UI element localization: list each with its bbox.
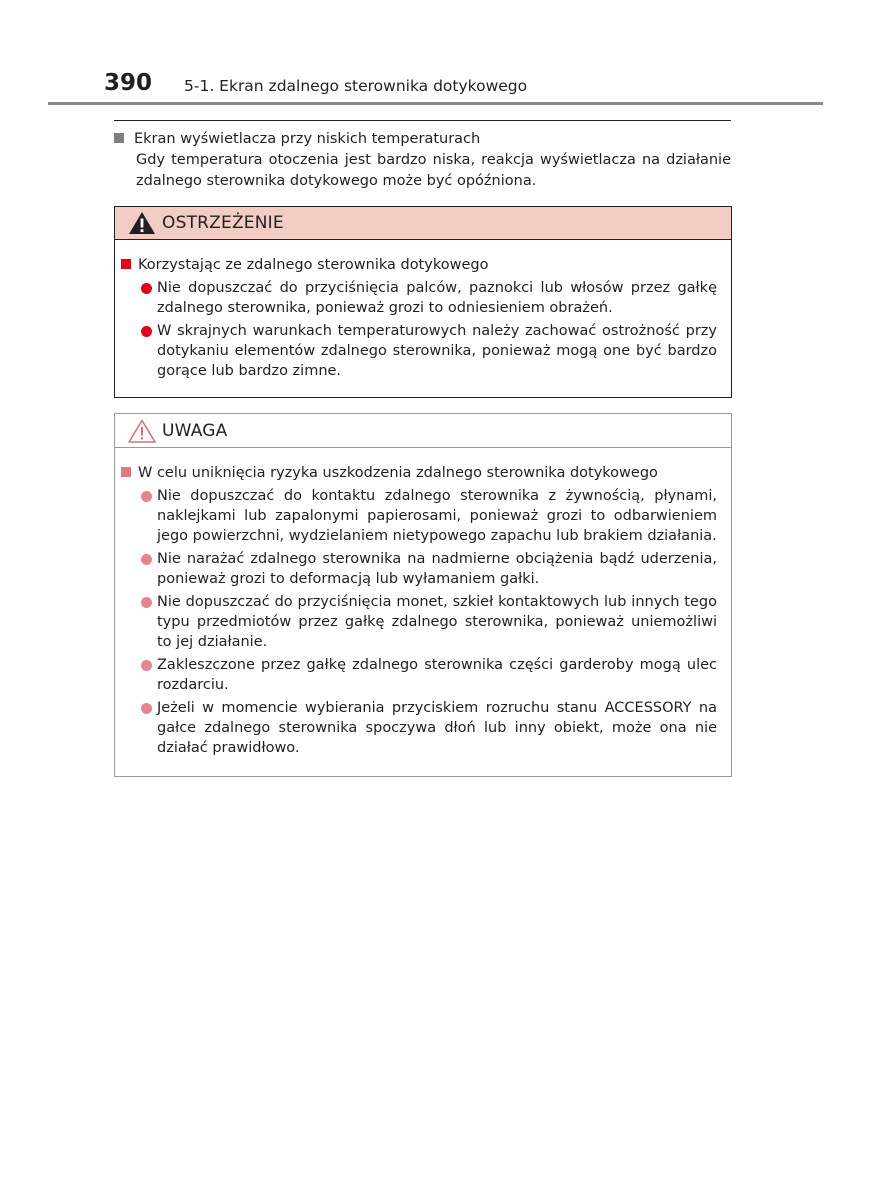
warning-label: OSTRZEŻENIE bbox=[162, 213, 284, 233]
list-item-text: W skrajnych warunkach temperaturowych należy zachować ostrożność przy dotykaniu elementów zdalnego sterownika, ponieważ mogą one być bardzo gorące lub bardzo zimne. bbox=[157, 323, 717, 379]
list-item-text: Nie dopuszczać do przyciśnięcia palców, paznokci lub włosów przez gałkę zdalnego sterownika, ponieważ grozi to odniesieniem obrażeń. bbox=[157, 280, 717, 316]
list-item-text: Zakleszczone przez gałkę zdalnego sterownika części garderoby mogą ulec rozdarciu. bbox=[157, 657, 717, 693]
section-divider bbox=[114, 120, 731, 121]
page-number: 390 bbox=[104, 70, 153, 96]
list-item bbox=[121, 592, 717, 652]
notice-heading bbox=[121, 462, 717, 484]
warning-box bbox=[114, 206, 732, 398]
notice-heading-text: W celu uniknięcia ryzyka uszkodzenia zdalnego sterownika dotykowego bbox=[138, 465, 658, 481]
bullet-dot-icon bbox=[141, 491, 152, 502]
chapter-title: 5-1. Ekran zdalnego sterownika dotykowego bbox=[184, 77, 528, 95]
list-item bbox=[121, 698, 717, 758]
notice-header bbox=[115, 414, 731, 448]
notice-list bbox=[121, 486, 717, 758]
list-item bbox=[121, 486, 717, 546]
section-body: Gdy temperatura otoczenia jest bardzo niska, reakcja wyświetlacza na działanie zdalnego sterownika dotykowego może być opóźniona. bbox=[136, 152, 731, 189]
list-item-text: Nie narażać zdalnego sterownika na nadmierne obciążenia bądź uderzenia, ponieważ grozi to deformacją lub wyłamaniem gałki. bbox=[157, 551, 717, 587]
bullet-dot-icon bbox=[141, 283, 152, 294]
warning-heading bbox=[121, 254, 717, 276]
list-item bbox=[121, 655, 717, 695]
list-item bbox=[121, 549, 717, 589]
caution-triangle-icon bbox=[127, 418, 157, 444]
header-divider bbox=[48, 102, 823, 105]
notice-content bbox=[115, 448, 731, 758]
bullet-dot-icon bbox=[141, 660, 152, 671]
warning-list bbox=[121, 278, 717, 381]
list-item-text: Nie dopuszczać do przyciśnięcia monet, szkieł kontaktowych lub innych tego typu przedmiotów przez gałkę zdalnego sterownika, ponieważ uniemożliwi to jej działanie. bbox=[157, 594, 717, 650]
warning-triangle-icon bbox=[127, 210, 157, 236]
warning-header bbox=[115, 207, 731, 240]
pink-square-icon bbox=[121, 467, 131, 477]
bullet-dot-icon bbox=[141, 554, 152, 565]
page-header bbox=[0, 0, 877, 106]
low-temperature-section bbox=[114, 128, 731, 192]
red-square-icon bbox=[121, 259, 131, 269]
bullet-dot-icon bbox=[141, 597, 152, 608]
bullet-dot-icon bbox=[141, 326, 152, 337]
list-item bbox=[121, 321, 717, 381]
notice-box bbox=[114, 413, 732, 777]
bullet-dot-icon bbox=[141, 703, 152, 714]
section-heading-text: Ekran wyświetlacza przy niskich temperaturach bbox=[134, 131, 481, 147]
list-item-text: Jeżeli w momencie wybierania przyciskiem rozruchu stanu ACCESSORY na gałce zdalnego sterownika spoczywa dłoń lub inny obiekt, może ona nie działać prawidłowo. bbox=[157, 700, 717, 756]
list-item-text: Nie dopuszczać do kontaktu zdalnego sterownika z żywnością, płynami, naklejkami lub zapalonymi papierosami, ponieważ grozi to odbarwieniem jego powierzchni, wydzielaniem nietypowego zapachu lub brakiem działania. bbox=[157, 488, 717, 544]
notice-label: UWAGA bbox=[162, 420, 228, 441]
section-heading bbox=[114, 128, 731, 150]
list-item bbox=[121, 278, 717, 318]
warning-content bbox=[115, 240, 731, 381]
gray-square-icon bbox=[114, 133, 124, 143]
warning-heading-text: Korzystając ze zdalnego sterownika dotykowego bbox=[138, 257, 489, 273]
